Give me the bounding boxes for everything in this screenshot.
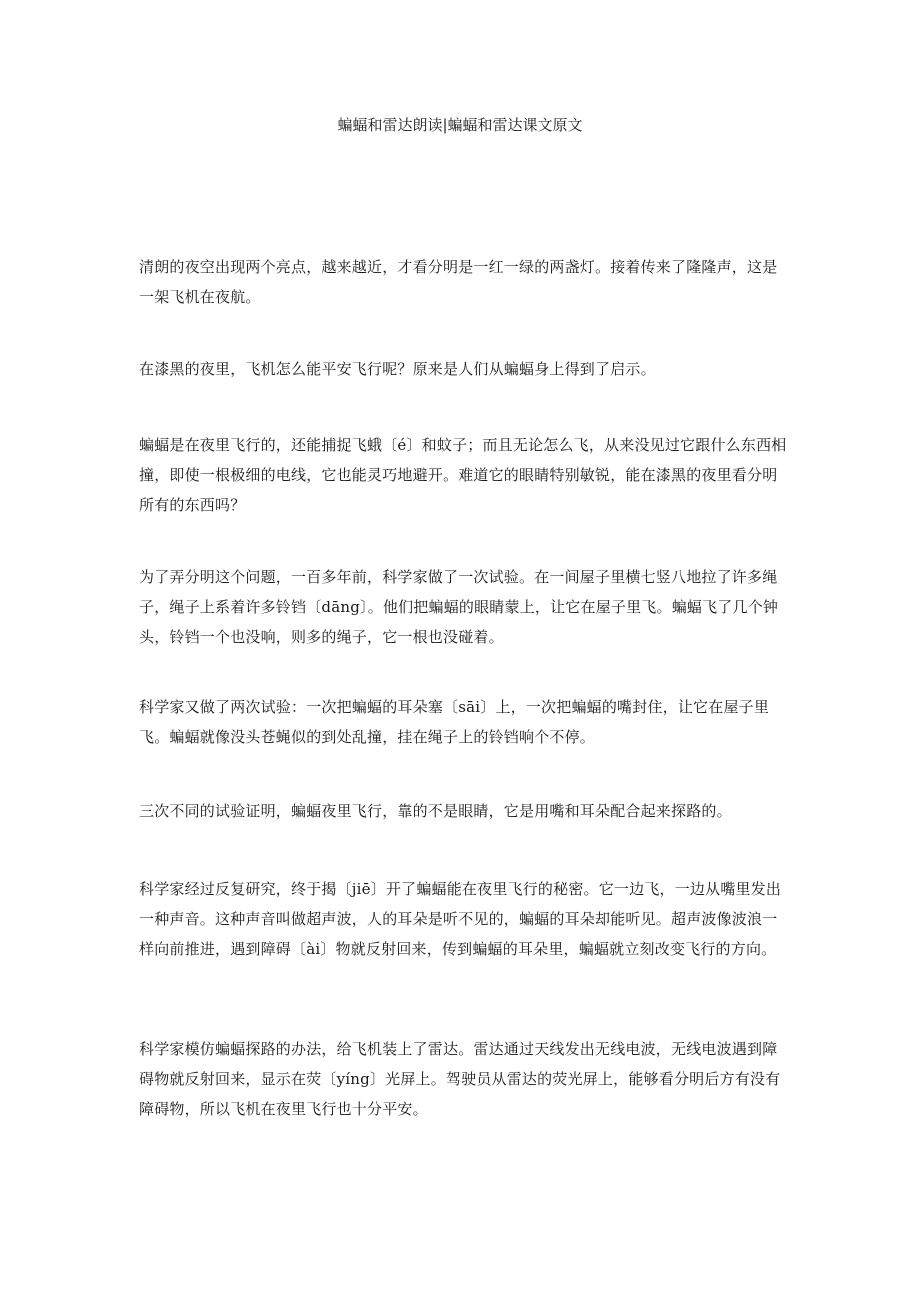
paragraph-4: 为了弄分明这个问题，一百多年前，科学家做了一次试验。在一间屋子里横七竖八地拉了许多绳子，绳子上系着许多铃铛〔dāng〕。他们把蝙蝠的眼睛蒙上，让它在屋子里飞。蝙蝠飞了几个钟头，铃铛一个也没响，则多的绳子，它一根也没碰着。 bbox=[139, 568, 779, 646]
paragraph-5: 科学家又做了两次试验：一次把蝙蝠的耳朵塞〔sāi〕上，一次把蝙蝠的嘴封住，让它在屋子里飞。蝙蝠就像没头苍蝇似的到处乱撞，挂在绳子上的铃铛响个不停。 bbox=[139, 698, 770, 746]
page-title: 蝙蝠和雷达朗读|蝙蝠和雷达课文原文 bbox=[337, 116, 583, 134]
paragraph-2: 在漆黑的夜里，飞机怎么能平安飞行呢？原来是人们从蝙蝠身上得到了启示。 bbox=[139, 360, 656, 378]
paragraph-7: 科学家经过反复研究，终于揭〔jiē〕开了蝙蝠能在夜里飞行的秘密。它一边飞，一边从嘴里发出一种声音。这种声音叫做超声波，人的耳朵是听不见的，蝙蝠的耳朵却能听见。超声波像波浪一样向前推进，遇到障碍〔ài〕物就反射回来，传到蝙蝠的耳朵里，蝙蝠就立刻改变飞行的方向。 bbox=[139, 880, 782, 958]
paragraph-1: 清朗的夜空出现两个亮点，越来越近，才看分明是一红一绿的两盏灯。接着传来了隆隆声，这是一架飞机在夜航。 bbox=[139, 258, 778, 306]
paragraph-3: 蝙蝠是在夜里飞行的，还能捕捉飞蛾〔é〕和蚊子；而且无论怎么飞，从来没见过它跟什么东西相撞，即使一根极细的电线，它也能灵巧地避开。难道它的眼睛特别敏锐，能在漆黑的夜里看分明所有的东西吗？ bbox=[139, 436, 787, 514]
paragraph-6: 三次不同的试验证明，蝙蝠夜里飞行，靠的不是眼睛，它是用嘴和耳朵配合起来探路的。 bbox=[139, 802, 732, 820]
paragraph-8: 科学家模仿蝙蝠探路的办法，给飞机装上了雷达。雷达通过天线发出无线电波，无线电波遇到障碍物就反射回来，显示在荧〔yíng〕光屏上。驾驶员从雷达的荧光屏上，能够看分明后方有没有障碍物，所以飞机在夜里飞行也十分平安。 bbox=[139, 1040, 781, 1118]
